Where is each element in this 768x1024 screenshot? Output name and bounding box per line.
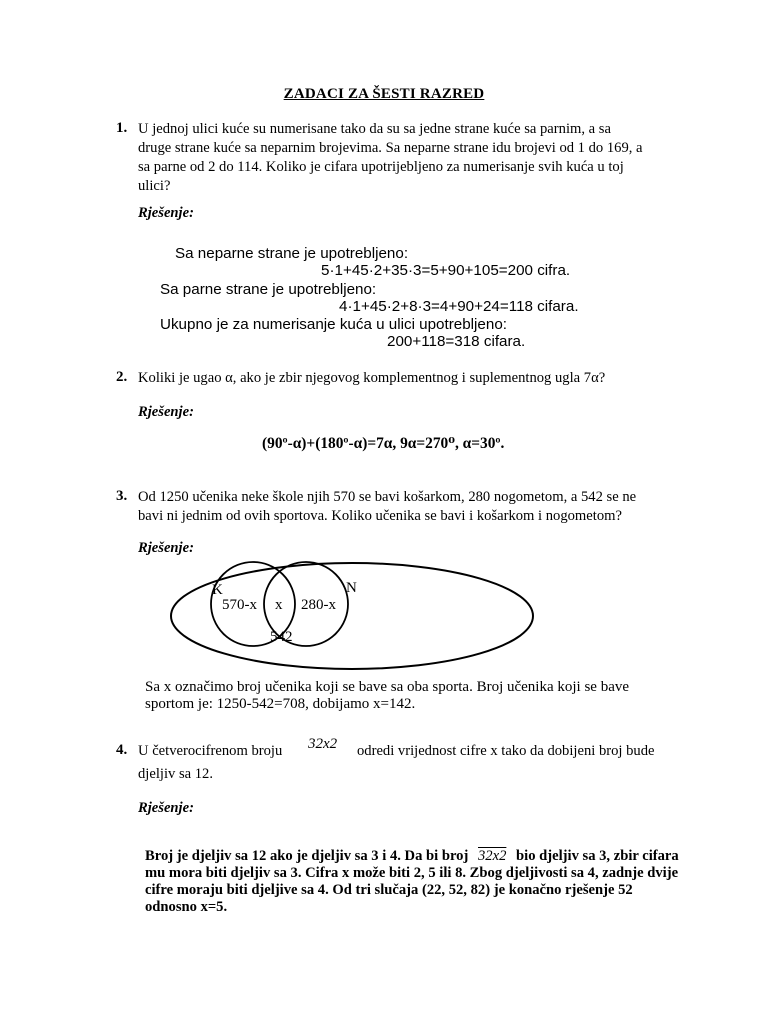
solution-line: 200+118=318 cifara. (387, 333, 526, 350)
outside-region: 542 (270, 629, 293, 645)
solution-line: Sa neparne strane je upotrebljeno: (175, 245, 409, 262)
question-3-line: Od 1250 učenika neke škole njih 570 se bavi košarkom, 280 nogometom, a 542 se ne (138, 489, 637, 505)
question-3-line: bavi ni jednim od ovih sportova. Koliko učenika se bavi i košarkom i nogometom? (138, 508, 622, 524)
question-3-number: 3. (116, 488, 128, 504)
solution-line: odnosno x=5. (145, 899, 228, 915)
overlined-number: 32x2 (478, 848, 507, 864)
solution-label-4: Rješenje: (138, 800, 194, 816)
n-only-region: 280-x (301, 597, 336, 613)
question-4-line-2: djeljiv sa 12. (138, 766, 213, 782)
solution-line: mu mora biti djeljiv sa 3. Cifra x može biti 2, 5 ili 8. Zbog djeljivosti sa 4, zadnje dvije (145, 865, 679, 881)
solution-line: Ukupno je za numerisanje kuća u ulici upotrebljeno: (160, 316, 507, 333)
question-4-number-overline: 32x2 (308, 736, 338, 752)
k-only-region: 570-x (222, 597, 257, 613)
question-4-text-end: odredi vrijednost cifre x tako da dobijeni broj bude (357, 743, 655, 759)
question-1-line: ulici? (138, 178, 171, 194)
solution-line: Broj je djeljiv sa 12 ako je djeljiv sa 3 i 4. Da bi broj 32x2 bio djeljiv sa 3, zbir cifara (145, 848, 679, 864)
question-1-text (138, 120, 678, 196)
solution-line: Sa x označimo broj učenika koji se bave sa oba sporta. Broj učenika koji se bave (145, 679, 630, 695)
solution-label-2: Rješenje: (138, 404, 194, 420)
solution-line: cifre moraju biti djeljive sa 4. Od tri slučaja (22, 52, 82) je konačno rješenje 52 (145, 882, 633, 898)
question-1-line: druge strane kuće sa neparnim brojevima. Sa neparne strane idu brojevi od 1 do 169, a (138, 140, 643, 156)
solution-line: 5·1+45·2+35·3=5+90+105=200 cifra. (321, 262, 571, 279)
question-4-number: 4. (116, 742, 128, 758)
question-1-line: U jednoj ulici kuće su numerisane tako da su sa jedne strane kuće sa parnim, a sa (138, 121, 611, 137)
question-4-solution (145, 848, 679, 916)
page-title: ZADACI ZA ŠESTI RAZRED (283, 86, 485, 102)
question-1-number: 1. (116, 120, 128, 136)
question-3-text (138, 488, 678, 526)
question-2-number: 2. (116, 369, 128, 385)
universe-ellipse (171, 563, 533, 669)
solution-label-3: Rješenje: (138, 540, 194, 556)
solution-line: sportom je: 1250-542=708, dobijamo x=142. (145, 696, 416, 712)
question-4-text-start: U četverocifrenom broju (138, 743, 283, 759)
venn-diagram (160, 560, 545, 675)
question-3-solution (145, 679, 629, 713)
set-n-label: N (346, 580, 357, 596)
solution-label-1: Rješenje: (138, 205, 194, 221)
intersection-region: x (275, 597, 283, 613)
set-k-label: K (212, 582, 223, 598)
question-2-solution: (90º-α)+(180º-α)=7α, 9α=270⁰, α=30º. (262, 435, 505, 452)
question-2-text: Koliki je ugao α, ako je zbir njegovog komplementnog i suplementnog ugla 7α? (138, 370, 606, 386)
solution-line: Sa parne strane je upotrebljeno: (160, 281, 377, 298)
question-1-line: sa parne od 2 do 114. Koliko je cifara upotrijebljeno za numerisanje svih kuća u toj (138, 159, 624, 175)
solution-line: 4·1+45·2+8·3=4+90+24=118 cifara. (339, 298, 579, 315)
